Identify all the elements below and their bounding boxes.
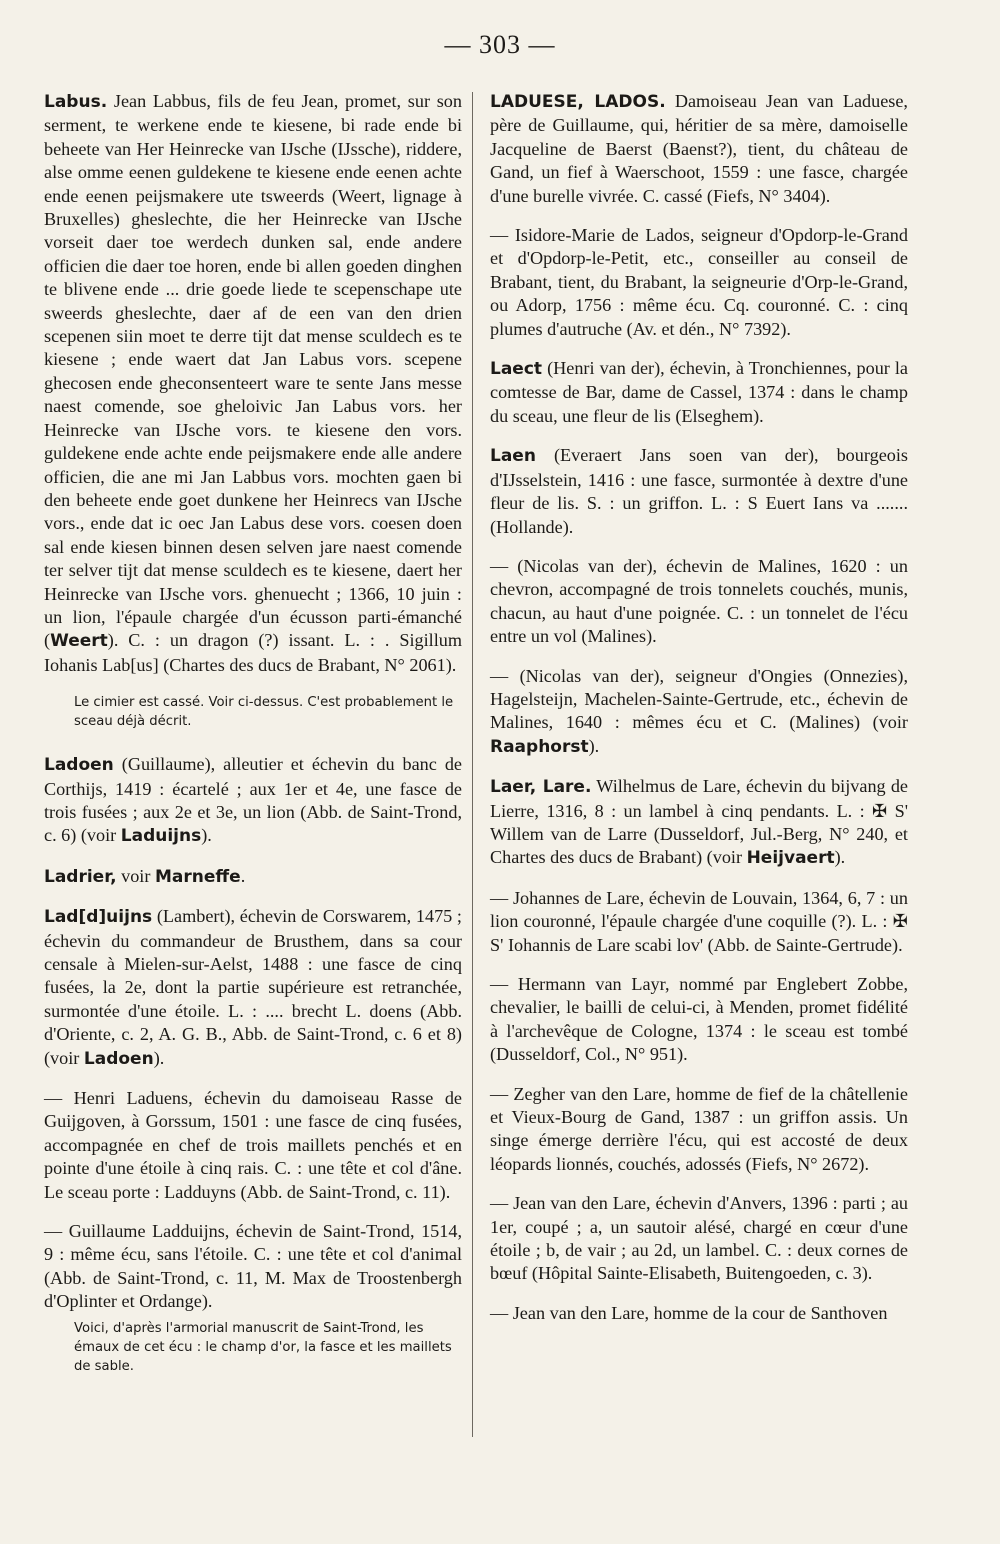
entry-text: — Johannes de Lare, échevin de Louvain, 1364, 6, 7 : un lion couronné, l'épaule chargée d'une coquille (?). L. : ✠ S' Iohannis de Lare scabi lov' (Abb. de Sainte-Gertrude). xyxy=(490,887,908,955)
entry-text-continued: ). xyxy=(834,847,846,868)
entry-text: Jean Labbus, fils de feu Jean, promet, sur son serment, te werkene ende te kiesene, bi rade ende bi beheete van Her Heinrecke van IJsche (IJssche), riddere, alse omme eenen guldekene te kiesene ende eenen achte ende eenen peijsmakere ute tsweerds (Weert, lignage à Bruxelles) gheslechte, die her Heinrecke van IJsche vorseit daer toe werdech dunken sal, ende andere officien die daer toe horen, ende bi allen goeden dinghen te blivene ende ... drie goede liede te scepenschape ute sweerds gheslechte, daer af de een van den drien scepenen siin moet te derre tijt dat mense sculdech es te kiesene ; ende waert dat Jan Labus vors. scepene ghecosen ende gheconsenteert ware te sente Jans messe naest comende, soe gheloivic Jan Labus vors. her Heinrecke van IJsche vors. te kiesene den vors. guldekene ende achte ende peijsmakere ende alle andere officien, die ane mi Jan Labbus vors. mochten gaen bi den beheete ende goet dunkene her Heinrecs van IJsche vors., ende dat ic oec Jan Labus dese vors. coesen doen sal ende kiesen binnen desen selven jare naest comende ter selver tijt dat mense sculdech es te kiesene, daert her Heinrecke van IJsche vors. ghenuecht ; 1366, 10 juin : un lion, l'épaule chargée d'un écusson parti-émanché ( xyxy=(44,91,462,651)
entry-headword: Laer, Lare. xyxy=(490,777,592,798)
entry-text-continued: ). C. : un dragon (?) issant. L. : . Sigillum Iohanis Lab[us] (Chartes des ducs de Brabant, N° 2061). xyxy=(44,630,462,675)
entry-nicolas-van-der-1640 xyxy=(490,665,908,760)
cross-reference: Laduijns xyxy=(120,826,202,847)
entry-jean-van-den-lare-santhoven xyxy=(490,1302,908,1325)
entry-jean-van-den-lare-1396 xyxy=(490,1192,908,1286)
entry-text: — Isidore-Marie de Lados, seigneur d'Opdorp-le-Grand et d'Opdorp-le-Petit, etc., conseiller au conseil de Brabant, tient, du Brabant, la seigneurie d'Orp-le-Grand, ou Adorp, 1756 : même écu. Cq. couronné. C. : cinq plumes d'autruche (Av. et dén., N° 7392). xyxy=(490,225,908,339)
entry-text-continued: ). xyxy=(201,825,212,846)
cross-reference: Ladoen xyxy=(83,1048,154,1069)
entry-isidore-marie-de-lados xyxy=(490,224,908,341)
entry-headword: Lad[d]uijns xyxy=(44,907,153,928)
entry-text: voir xyxy=(116,865,155,886)
entry-zegher-van-den-lare xyxy=(490,1083,908,1177)
entry-text-continued: . xyxy=(240,865,246,886)
entry-headword: LADUESE, LADOS. xyxy=(490,92,666,112)
entry-laen xyxy=(490,444,908,539)
entry-laduese-lados xyxy=(490,90,908,208)
entry-note: Voici, d'après l'armorial manuscrit de Saint-Trond, les émaux de cet écu : le champ d'or, la fasce et les maillets de sable. xyxy=(74,1320,452,1374)
column-divider xyxy=(472,92,473,1437)
entry-ladrier xyxy=(44,865,462,889)
entry-text: (Lambert), échevin de Corswarem, 1475 ; échevin du commandeur de Brusthem, dans sa cour censale à Mielen-sur-Aelst, 1488 : une fasce de cinq fusées, la 2e, dont la partie supérieure est retranchée, surmontée d'une étoile. L. : .... brecht L. doens (Abb. d'Oriente, c. 2, A. G. B., Abb. de Saint-Trond, c. 6 et 8) (voir xyxy=(44,906,462,1068)
entry-text: — Guillaume Ladduijns, échevin de Saint-Trond, 1514, 9 : même écu, sans l'étoile. C. : une tête et col d'animal (Abb. de Saint-Trond, c. 11, M. Max de Troostenbergh d'Oplinter et Ordange). xyxy=(44,1221,462,1312)
cross-reference: Marneffe xyxy=(154,866,241,887)
cross-reference: Raaphorst xyxy=(490,736,589,757)
entry-text-continued: ). xyxy=(588,735,600,756)
entry-text: Wilhelmus de Lare, échevin du bijvang de Lierre, 1316, 8 : un lambel à cinq pendants. L. : ✠ S' Willem van de Larre (Dusseldorf, Jul.-Berg, N° 240, et Chartes des ducs de Brabant) (voir xyxy=(490,776,908,868)
entry-text: — Hermann van Layr, nommé par Englebert Zobbe, chevalier, le bailli de celui-ci, à Menden, promet fidélité à l'archevêque de Cologne, 1374 : le sceau est tombé (Dusseldorf, Col., N° 951). xyxy=(490,974,908,1065)
entry-headword: Ladrier, xyxy=(44,866,117,887)
cross-reference: Weert xyxy=(50,631,108,652)
entry-note: Le cimier est cassé. Voir ci-dessus. C'est probablement le sceau déjà décrit. xyxy=(74,695,454,730)
entry-text: — Zegher van den Lare, homme de fief de la châtellenie et Vieux-Bourg de Gand, 1387 : un griffon assis. Un singe émerge derrière l'écu, qui est accosté de deux léopards lionnés, couchés, adossés (Fiefs, N° 2672). xyxy=(490,1083,908,1174)
entry-text: — Henri Laduens, échevin du damoiseau Rasse de Guijgoven, à Gorssum, 1501 : une fasce de cinq fusées, accompagnée en chef de trois maillets penchés et en pointe d'une étoile à cinq rais. C. : une tête et col d'âne. Le sceau porte : Ladduyns (Abb. de Saint-Trond, c. 11). xyxy=(44,1088,462,1202)
entry-guillaume-ladduijns xyxy=(44,1220,462,1314)
entry-laect xyxy=(490,357,908,428)
entry-headword: Laect xyxy=(490,359,543,380)
entry-ladoen xyxy=(44,753,462,849)
entry-text: — Jean van den Lare, homme de la cour de Santhoven xyxy=(490,1302,888,1323)
left-column xyxy=(44,90,462,1398)
entry-text: (Guillaume), alleutier et échevin du banc de Corthijs, 1419 : écartelé ; aux 1er et 4e, une fasce de trois fusées ; aux 2e et 3e, un lion (Abb. de Saint-Trond, c. 6) (voir xyxy=(44,754,462,846)
entry-labus xyxy=(44,90,462,677)
entry-text: — (Nicolas van der), seigneur d'Ongies (Onnezies), Hagelsteijn, Machelen-Sainte-Gertrude, etc., échevin de Malines, 1640 : mêmes écu et C. (Malines) (voir xyxy=(490,665,908,733)
entry-hermann-van-layr xyxy=(490,973,908,1067)
entry-laer-lare xyxy=(490,775,908,871)
entry-ladduijns xyxy=(44,905,462,1071)
cross-reference: Heijvaert xyxy=(746,848,835,869)
page-number: — 303 — xyxy=(444,30,556,59)
entry-text: (Everaert Jans soen van der), bourgeois d'IJsselstein, 1416 : une fasce, surmontée à dextre d'une fleur de lis. S. : un griffon. L. : S Euert Ians va ....... (Hollande). xyxy=(490,445,908,537)
entry-text: — Jean van den Lare, échevin d'Anvers, 1396 : parti ; au 1er, coupé ; a, un sautoir alésé, chargé en cœur d'une étoile ; b, de vair ; au 2d, un lambel. C. : deux cornes de bœuf (Hôpital Sainte-Elisabeth, Buitengoeden, c. 3). xyxy=(490,1193,908,1284)
entry-headword: Laen xyxy=(490,446,536,467)
entry-henri-laduens xyxy=(44,1087,462,1204)
entry-text: — (Nicolas van der), échevin de Malines, 1620 : un chevron, accompagné de trois tonnelets couchés, munis, chacun, au haut d'une poignée. C. : un tonnelet de l'écu entre un vol (Malines). xyxy=(490,555,908,647)
entry-headword: Ladoen xyxy=(44,755,114,776)
entry-nicolas-van-der-1620 xyxy=(490,555,908,649)
entry-text-continued: ). xyxy=(153,1047,165,1068)
entry-text: Damoiseau Jean van Laduese, père de Guillaume, qui, héritier de sa mère, damoiselle Jacqueline de Baerst (Baenst?), tient, du château de Gand, un fief à Waerschoot, 1559 : une fasce, chargée d'une burelle vivrée. C. cassé (Fiefs, N° 3404). xyxy=(490,91,908,206)
entry-text: (Henri van der), échevin, à Tronchiennes, pour la comtesse de Bar, dame de Cassel, 1374 : dans le champ du sceau, une fleur de lis (Elseghem). xyxy=(490,358,908,426)
entry-headword: Labus. xyxy=(44,92,108,112)
entry-johannes-de-lare xyxy=(490,887,908,957)
right-column xyxy=(490,90,908,1341)
